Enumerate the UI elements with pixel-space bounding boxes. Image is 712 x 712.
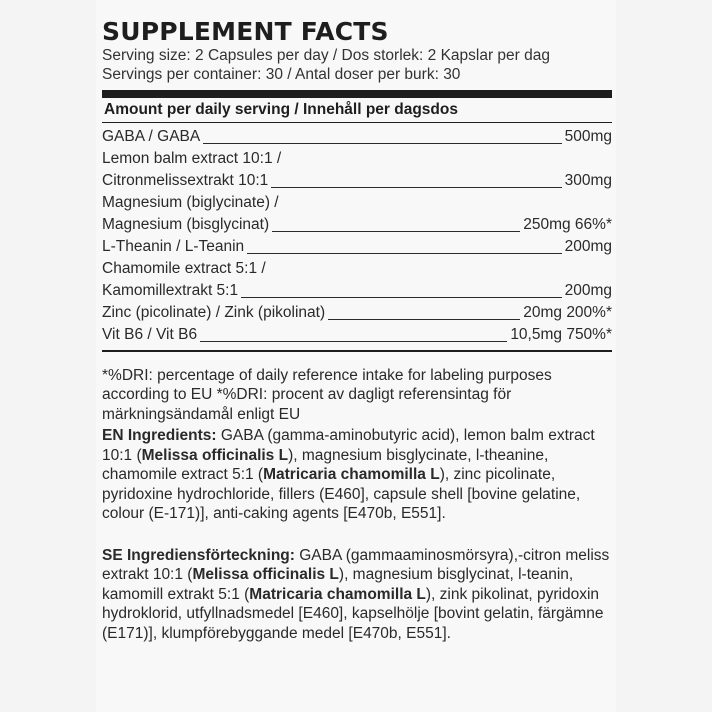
leader-line [271,187,561,188]
nutrient-name: Magnesium (bisglycinat) [102,216,270,233]
table-row [102,236,612,258]
nutrient-value: 200mg [564,238,612,255]
ingredients-en [102,426,612,524]
nutrient-value: 200mg [564,282,612,299]
nutrient-name: GABA / GABA [102,128,201,145]
table-bottom-rule [102,350,612,352]
table-row [102,214,612,236]
column-header: Amount per daily serving / Innehåll per dagsdos [102,98,612,123]
servings-per-container: Servings per container: 30 / Antal doser per burk: 30 [102,66,461,83]
nutrient-name: Zinc (picolinate) / Zink (pikolinat) [102,304,326,321]
nutrient-name-line1: Magnesium (biglycinate) / [102,194,279,211]
nutrient-name: Kamomillextrakt 5:1 [102,282,239,299]
leader-line [328,319,520,320]
ingredients-text: ), magnesium bisglycinate, l-theanine, chamomile extract 5:1 ( [102,446,549,483]
nutrient-name: Citronmelissextrakt 10:1 [102,172,269,189]
table-row [102,324,612,346]
ingredients-text: GABA (gamma-aminobutyric acid), lemon balm extract 10:1 ( [102,427,595,464]
leader-line [247,253,561,254]
table-row [102,170,612,192]
ingredients-en-label: EN Ingredients: [102,427,217,444]
dri-note: *%DRI: percentage of daily reference intake for labeling purposes according to EU *%DRI: procent av dagligt referensintag för märkningsändamål enligt EU [102,366,552,423]
ingredients-text: ), magnesium bisglycinat, l-teanin, kamomill extrakt 5:1 ( [102,566,574,603]
ingredients-text: ), zinc picolinate, pyridoxine hydrochloride, fillers (E460], capsule shell [bovine gelatine, colour (E-171)], anti-caking agents [E470b, E551]. [102,466,581,522]
header-rule [102,90,612,98]
ingredients-se [102,546,612,644]
serving-size: Serving size: 2 Capsules per day / Dos storlek: 2 Kapslar per dag [102,47,551,64]
nutrient-value: 500mg [564,128,612,145]
nutrient-value: 250mg 66%* [523,216,612,233]
nutrient-value: 20mg 200%* [523,304,612,321]
table-row [102,280,612,302]
nutrient-name: Vit B6 / Vit B6 [102,326,198,343]
table-row [102,302,612,324]
nutrient-value: 300mg [564,172,612,189]
latin-name: Matricaria chamomilla L [249,585,426,603]
supplement-facts-label [102,18,612,643]
ingredients-se-label: SE Ingrediensförteckning: [102,546,295,564]
latin-name: Matricaria chamomilla L [263,466,440,483]
nutrient-name-line1: Chamomile extract 5:1 / [102,260,266,277]
leader-line [203,143,561,144]
table-row [102,126,612,148]
page-title: SUPPLEMENT FACTS [102,17,389,46]
nutrient-table [102,126,612,346]
leader-line [200,341,507,342]
latin-name: Melissa officinalis L [141,446,289,464]
ingredients-text: GABA (gammaaminosmörsyra),-citron meliss extrakt 10:1 ( [102,546,610,583]
nutrient-name: L-Theanin / L-Teanin [102,238,245,255]
leader-line [272,231,520,232]
nutrient-value: 10,5mg 750%* [510,326,612,343]
leader-line [241,297,561,298]
ingredients-text: ), zink pikolinat, pyridoxin hydroklorid, utfyllnadsmedel [E460], kapselhölje [bovint gelatin, färgämne (E171)], klumpförebyggande medel [E470b, E551]. [102,585,604,642]
nutrient-name-line1: Lemon balm extract 10:1 / [102,150,282,167]
latin-name: Melissa officinalis L [192,566,339,583]
